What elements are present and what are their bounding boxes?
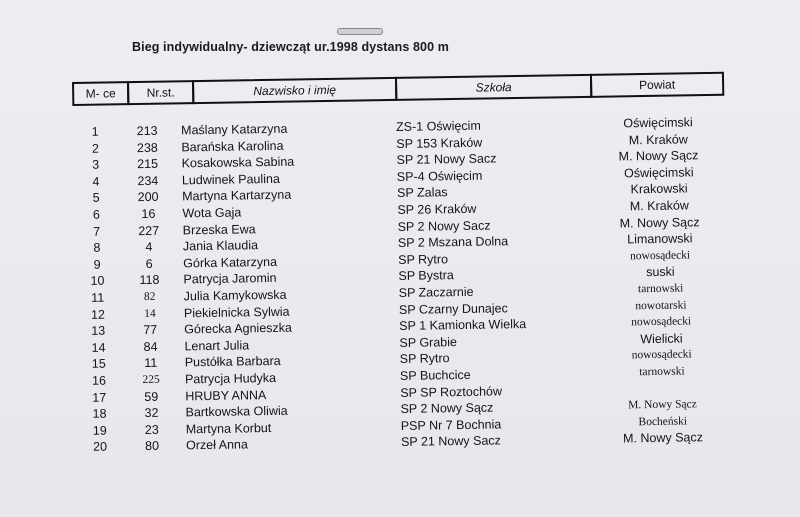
row-place: 16 [91, 373, 107, 388]
row-school: SP Rytro [398, 251, 449, 267]
header-name: Nazwisko i imię [192, 77, 397, 104]
header-school: Szkoła [395, 74, 592, 101]
row-school: SP 2 Mszana Dolna [397, 234, 509, 251]
row-place: 6 [92, 207, 101, 222]
row-district: Krakowski [630, 181, 688, 197]
table-header [72, 72, 724, 108]
row-number: 118 [139, 273, 160, 288]
row-place: 11 [91, 290, 105, 305]
row-district: Bocheński [638, 415, 688, 428]
row-number: 77 [143, 322, 158, 338]
row-number: 11 [144, 356, 158, 371]
row-number: 16 [141, 206, 156, 221]
row-name: Wota Gaja [182, 205, 242, 221]
row-number: 14 [144, 307, 156, 320]
header-number: Nr.st. [127, 80, 194, 105]
row-number: 32 [144, 405, 159, 421]
row-name: Patrycja Jaromin [183, 271, 277, 287]
row-district: nowosądecki [631, 348, 692, 362]
row-district: M. Kraków [628, 132, 688, 147]
row-place: 5 [92, 191, 100, 206]
row-place: 4 [92, 174, 100, 189]
staple-icon [337, 28, 383, 35]
row-school: ZS-1 Oświęcim [395, 118, 481, 135]
row-school: SP Grabie [399, 334, 458, 350]
row-name: Patrycja Hudyka [184, 370, 277, 387]
row-number: 225 [142, 373, 160, 386]
row-place: 1 [91, 124, 99, 139]
row-number: 23 [144, 422, 159, 437]
row-school: SP SP Roztochów [400, 383, 503, 400]
row-school: SP 1 Kamionka Wielka [399, 317, 527, 334]
row-number: 82 [143, 290, 156, 303]
row-name: Górka Katarzyna [183, 254, 278, 271]
row-school: SP 2 Nowy Sacz [397, 218, 491, 234]
row-number: 6 [145, 256, 153, 271]
results-list [78, 114, 723, 456]
row-name: Lenart Julia [184, 338, 250, 354]
row-place: 19 [92, 423, 107, 438]
row-name: Martyna Korbut [185, 420, 272, 437]
row-number: 200 [137, 190, 159, 205]
row-place: 8 [93, 240, 101, 255]
row-number: 238 [136, 140, 158, 155]
row-district: suski [646, 264, 675, 280]
row-place: 12 [90, 307, 106, 322]
row-place: 13 [91, 323, 106, 338]
row-name: Martyna Kartarzyna [182, 188, 292, 204]
page-title: Bieg indywidualny- dziewcząt ur.1998 dystans 800 m [132, 40, 449, 54]
row-name: Brzeska Ewa [182, 221, 256, 237]
row-school: SP Bystra [398, 268, 454, 284]
row-district: Oświęcimski [623, 115, 693, 131]
row-district: tarnowski [639, 365, 685, 379]
row-district: nowosądecki [631, 315, 692, 329]
row-district: Oświęcimski [623, 165, 694, 181]
row-place: 9 [93, 257, 101, 272]
row-school: PSP Nr 7 Bochnia [400, 417, 502, 433]
row-school: SP-4 Oświęcim [396, 168, 483, 184]
row-school: SP Rytro [399, 351, 450, 367]
row-number: 215 [137, 156, 159, 172]
row-number: 227 [138, 223, 160, 238]
row-district: M. Nowy Sącz [618, 148, 699, 164]
row-number: 4 [145, 240, 153, 255]
row-school: SP 26 Kraków [397, 201, 477, 217]
row-place: 17 [92, 390, 107, 405]
row-district: tarnowski [637, 282, 684, 296]
row-school: SP 21 Nowy Sacz [396, 151, 497, 168]
row-district: Limanowski [627, 231, 693, 247]
row-name: Pustółka Barbara [184, 354, 281, 370]
row-district: nowosądecki [630, 249, 691, 263]
row-place: 3 [92, 157, 100, 172]
row-name: HRUBY ANNA [185, 387, 267, 403]
row-number: 213 [136, 123, 158, 139]
row-school: SP 153 Kraków [396, 135, 483, 151]
row-number: 84 [143, 339, 158, 354]
header-place: M- ce [72, 81, 129, 106]
row-school: SP Czarny Dunajec [398, 300, 508, 317]
row-number: 80 [145, 439, 160, 454]
row-place: 10 [90, 273, 105, 289]
row-name: Jania Klaudia [182, 238, 259, 254]
row-name: Kosakowska Sabina [181, 154, 295, 171]
row-district: nowotarski [635, 298, 687, 312]
row-name: Bartkowska Oliwia [185, 403, 288, 420]
row-district: M. Kraków [629, 198, 689, 214]
row-place: 18 [92, 406, 107, 421]
row-place: 14 [91, 340, 106, 355]
row-number: 59 [144, 389, 159, 404]
row-name: Piekielnicka Sylwia [183, 304, 290, 320]
row-school: SP 2 Nowy Sącz [400, 400, 494, 417]
row-place: 7 [93, 224, 101, 239]
row-place: 20 [93, 439, 108, 455]
row-school: SP Zaczarnie [398, 284, 474, 300]
row-school: SP 21 Nowy Sacz [400, 433, 501, 450]
row-school: SP Zalas [397, 185, 448, 201]
row-district: M. Nowy Sącz [628, 398, 697, 412]
row-name: Maślany Katarzyna [181, 121, 288, 138]
row-district: M. Nowy Sącz [619, 214, 700, 231]
row-school: SP Buchcice [399, 367, 471, 383]
row-district: Wielicki [640, 331, 683, 346]
row-name: Barańska Karolina [181, 138, 284, 154]
row-name: Julia Kamykowska [183, 287, 287, 304]
row-district: M. Nowy Sącz [622, 430, 704, 446]
row-number: 234 [137, 173, 159, 188]
row-place: 15 [91, 356, 106, 372]
row-name: Górecka Agnieszka [184, 320, 293, 337]
row-name: Orzeł Anna [185, 437, 249, 453]
row-name: Ludwinek Paulina [181, 171, 280, 188]
header-district: Powiat [590, 72, 724, 98]
row-place: 2 [91, 141, 99, 156]
